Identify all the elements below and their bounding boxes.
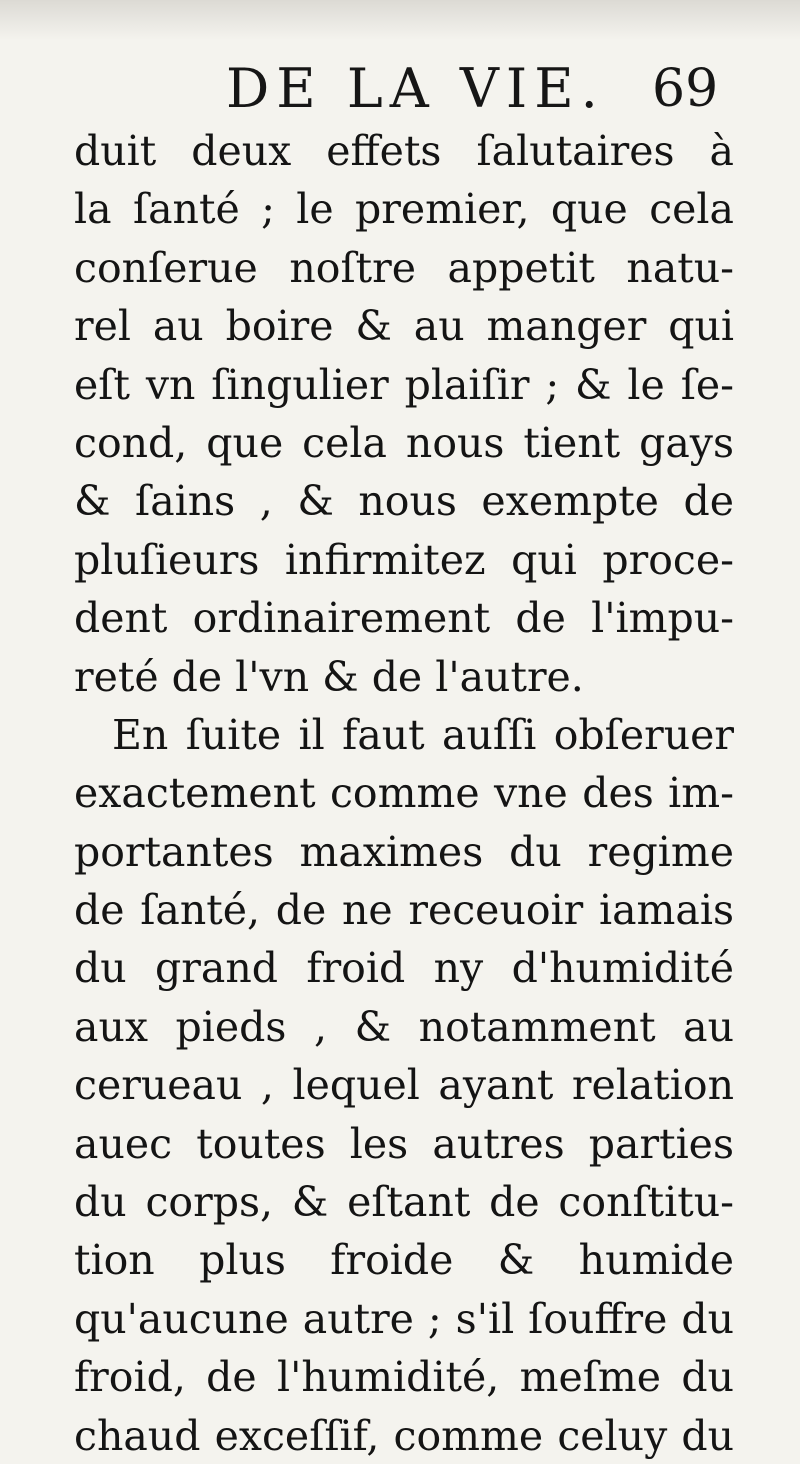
text-line: dent ordinairement de l'impu- xyxy=(74,594,734,643)
text-line: pluſieurs infirmitez qui proce- xyxy=(74,535,734,584)
text-line: auec toutes les autres parties xyxy=(74,1119,734,1168)
text-line: du corps, & eſtant de conſtitu- xyxy=(74,1178,734,1227)
text-line: la ſanté ; le premier, que cela xyxy=(74,185,734,234)
text-line: reté de l'vn & de l'autre. xyxy=(74,652,584,701)
page-edge-shadow xyxy=(0,0,800,40)
text-line: eſt vn ſingulier plaiſir ; & le ſe- xyxy=(74,360,734,409)
text-line: & ſains , & nous exempte de xyxy=(74,477,734,526)
text-line: tion plus froide & humide xyxy=(74,1236,734,1285)
text-line: cond, que cela nous tient gays xyxy=(74,418,734,467)
body-text xyxy=(74,122,734,1464)
page-header xyxy=(0,56,800,126)
text-line: cerueau , lequel ayant relation xyxy=(74,1061,734,1110)
text-line: rel au boire & au manger qui xyxy=(74,302,734,351)
text-line: de ſanté, de ne receuoir iamais xyxy=(74,886,734,935)
running-title: DE LA VIE. xyxy=(226,57,605,120)
text-line: En ſuite il faut auſſi obſeruer xyxy=(112,710,734,759)
text-line: duit deux effets ſalutaires à xyxy=(74,127,734,175)
text-line: froid, de l'humidité, meſme du xyxy=(74,1353,734,1402)
text-line: qu'aucune autre ; s'il ſouffre du xyxy=(74,1294,734,1343)
text-line: portantes maximes du regime xyxy=(74,827,734,876)
text-line: exactement comme vne des im- xyxy=(74,769,734,818)
text-line: du grand froid ny d'humidité xyxy=(74,944,734,993)
text-line: aux pieds , & notamment au xyxy=(74,1002,734,1051)
page-number: 69 xyxy=(652,59,719,119)
text-line: conſerue noſtre appetit natu- xyxy=(74,243,734,292)
text-line: chaud exceſſif, comme celuy du xyxy=(74,1411,734,1460)
